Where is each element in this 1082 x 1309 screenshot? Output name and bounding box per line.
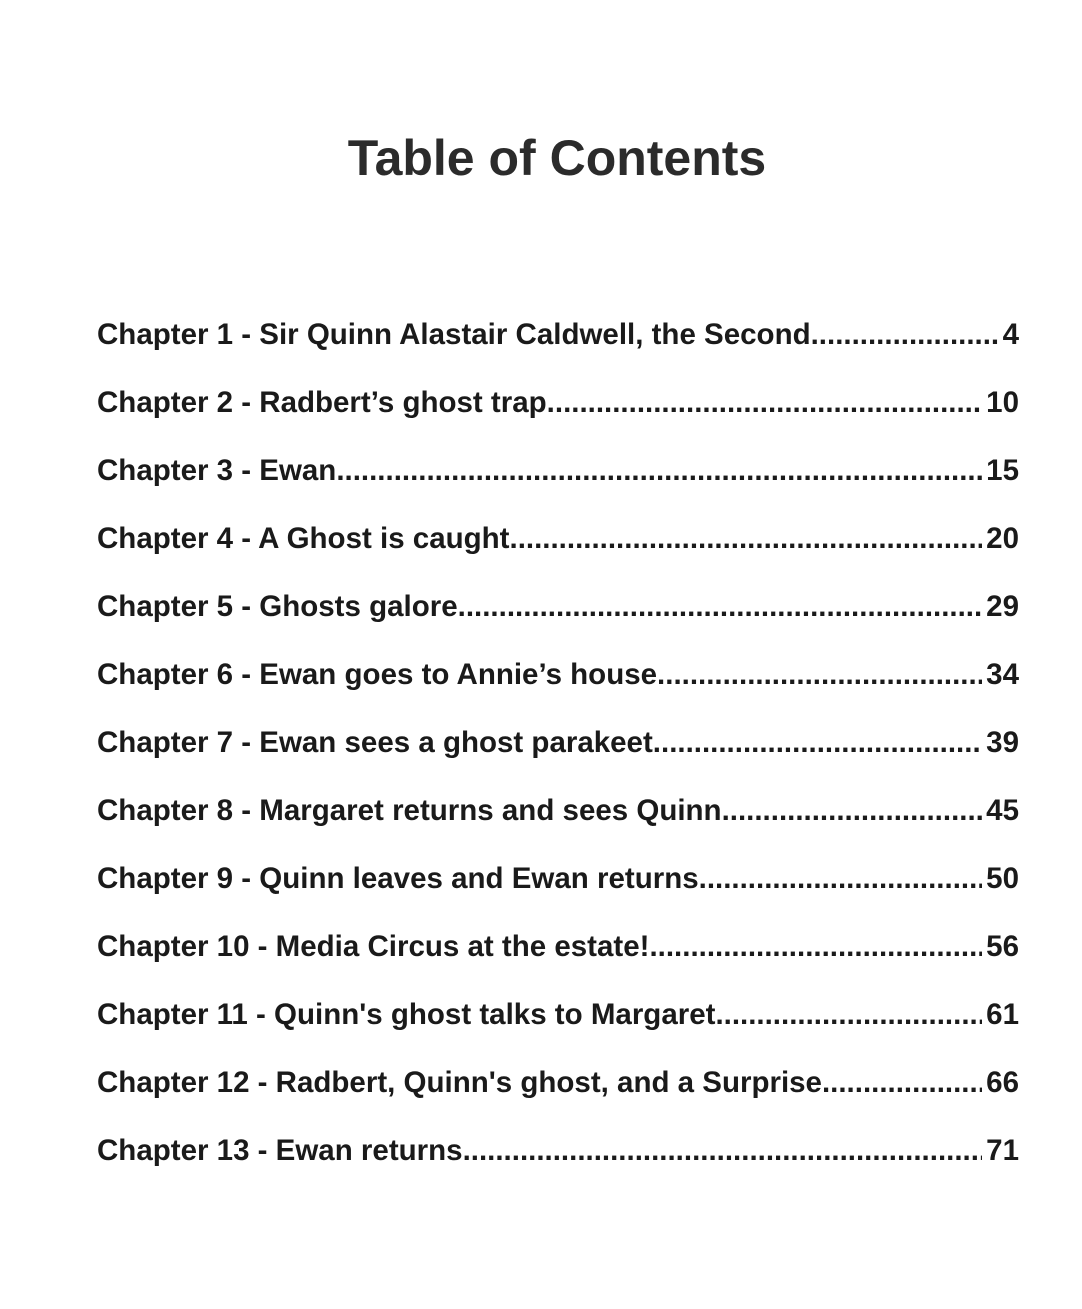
toc-leader-dots (657, 646, 982, 704)
toc-entry-page: 20 (986, 522, 1019, 555)
toc-entry-label: Chapter 9 - Quinn leaves and Ewan returns (97, 862, 699, 895)
toc-entry-page: 45 (986, 794, 1019, 827)
toc-leader-dots (458, 578, 983, 636)
toc-leader-dots (649, 918, 982, 976)
toc-leader-dots (336, 442, 982, 500)
toc-entry[interactable] (97, 782, 1019, 850)
toc-entry[interactable] (97, 442, 1019, 510)
toc-entry[interactable] (97, 374, 1019, 442)
toc-entry[interactable] (97, 578, 1019, 646)
toc-entry-page: 10 (986, 386, 1019, 419)
toc-leader-dots (510, 510, 983, 568)
toc-entry[interactable] (97, 714, 1019, 782)
toc-entry[interactable] (97, 646, 1019, 714)
toc-leader-dots (463, 1122, 983, 1180)
toc-leader-dots (699, 850, 983, 908)
toc-entry[interactable] (97, 510, 1019, 578)
toc-entry-page: 71 (986, 1134, 1019, 1167)
toc-entry-label: Chapter 1 - Sir Quinn Alastair Caldwell, the Second (97, 318, 811, 351)
toc-entry[interactable] (97, 1122, 1019, 1190)
toc-entry-label: Chapter 8 - Margaret returns and sees Quinn (97, 794, 722, 827)
toc-entry-label: Chapter 13 - Ewan returns (97, 1134, 463, 1167)
toc-entry-page: 39 (986, 726, 1019, 759)
toc-leader-dots (653, 714, 982, 772)
toc-list (97, 306, 1019, 1190)
toc-entry-label: Chapter 4 - A Ghost is caught (97, 522, 510, 555)
toc-entry[interactable] (97, 850, 1019, 918)
toc-entry-label: Chapter 12 - Radbert, Quinn's ghost, and a Surprise (97, 1066, 822, 1099)
toc-entry[interactable] (97, 986, 1019, 1054)
toc-leader-dots (722, 782, 983, 840)
toc-entry[interactable] (97, 918, 1019, 986)
page-title: Table of Contents (347, 130, 767, 186)
toc-entry-label: Chapter 10 - Media Circus at the estate! (97, 930, 650, 963)
toc-entry-label: Chapter 7 - Ewan sees a ghost parakeet (97, 726, 653, 759)
toc-entry-label: Chapter 2 - Radbert’s ghost trap (97, 386, 547, 419)
toc-entry-page: 50 (986, 862, 1019, 895)
toc-entry-label: Chapter 6 - Ewan goes to Annie’s house (97, 658, 658, 691)
toc-entry-page: 56 (986, 930, 1019, 963)
toc-leader-dots (547, 374, 983, 432)
toc-entry-page: 34 (986, 658, 1019, 691)
toc-entry-page: 4 (1002, 318, 1019, 351)
toc-leader-dots (715, 986, 982, 1044)
toc-entry-page: 15 (986, 454, 1019, 487)
toc-entry[interactable] (97, 306, 1019, 374)
toc-entry-page: 29 (986, 590, 1019, 623)
toc-entry-label: Chapter 3 - Ewan (97, 454, 337, 487)
toc-entry-page: 66 (986, 1066, 1019, 1099)
toc-entry-label: Chapter 5 - Ghosts galore (97, 590, 458, 623)
toc-leader-dots (822, 1054, 982, 1112)
toc-entry-label: Chapter 11 - Quinn's ghost talks to Margaret (97, 998, 716, 1031)
toc-leader-dots (811, 306, 999, 364)
toc-entry-page: 61 (986, 998, 1019, 1031)
toc-entry[interactable] (97, 1054, 1019, 1122)
